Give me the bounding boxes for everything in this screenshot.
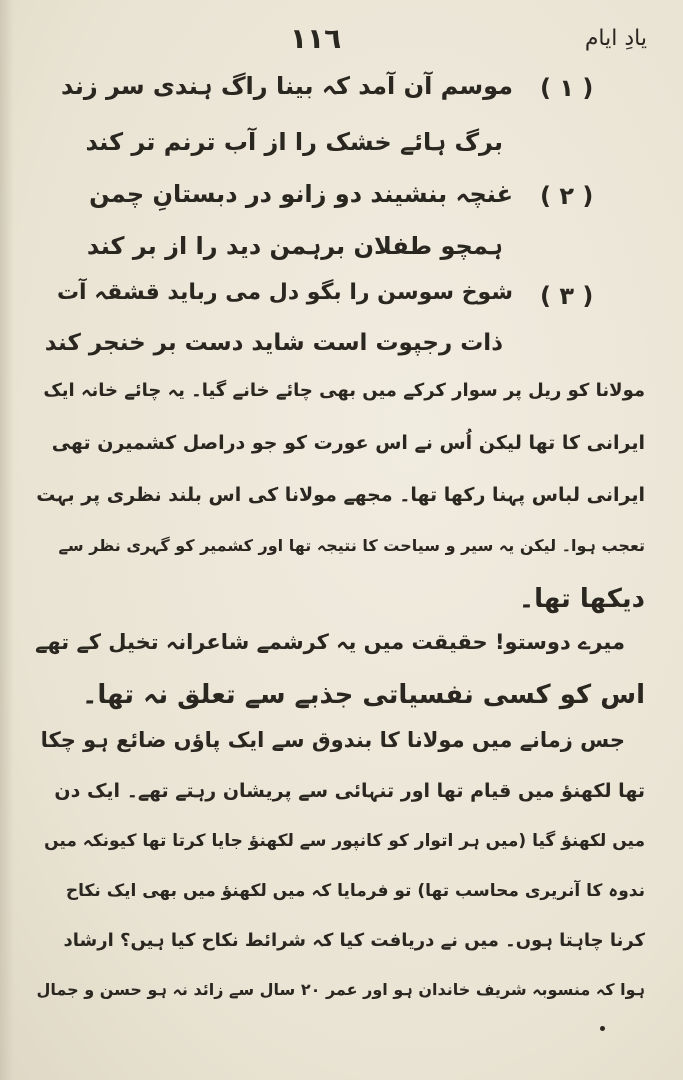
- paragraph-line: ایرانی کا تھا لیکن اُس نے اس عورت کو جو دراصل کشمیرن تھی: [51, 432, 645, 454]
- paragraph-line: جس زمانے میں مولانا کا بندوق سے ایک پاؤں ضائع ہو چکا: [40, 728, 625, 752]
- paragraph-line: تعجب ہوا۔ لیکن یہ سیر و سیاحت کا نتیجہ تھا اور کشمیر کو گہری نظر سے: [58, 536, 645, 555]
- verse-line: ہمچو طفلان برہمن دید را از بر کند: [86, 232, 503, 260]
- paragraph-line: ندوہ کا آنریری محاسب تھا) تو فرمایا کہ میں لکھنؤ میں بھی ایک نکاح: [65, 881, 645, 901]
- paragraph-line: اس کو کسی نفسیاتی جذبے سے تعلق نہ تھا۔: [82, 680, 645, 710]
- verse-line: شوخ سوسن را بگو دل می رباید قشقہ آت: [56, 280, 513, 305]
- paragraph-line: تھا لکھنؤ میں قیام تھا اور تنہائی سے پریشان رہتے تھے۔ ایک دن: [54, 780, 645, 802]
- verse-line: غنچہ بنشیند دو زانو در دبستانِ چمن: [89, 180, 513, 208]
- verse-number: ( ۳ ): [540, 282, 594, 310]
- verse-line: موسم آن آمد کہ بینا راگ ہندی سر زند: [60, 72, 513, 100]
- paragraph-line: ہوا کہ منسوبہ شریف خاندان ہو اور عمر ۲۰ سال سے زائد نہ ہو حسن و جمال: [36, 980, 645, 999]
- paragraph-line: دیکھا تھا۔: [518, 584, 645, 614]
- ink-speck: [600, 1026, 605, 1031]
- page-number: ۱۱٦: [290, 22, 342, 55]
- verse-line: ذات رجپوت است شاید دست بر خنجر کند: [44, 330, 503, 356]
- verse-number: ( ۲ ): [540, 182, 594, 210]
- verse-number: ( ۱ ): [540, 74, 594, 102]
- running-title: یادِ ایام: [584, 26, 647, 51]
- paragraph-line: ایرانی لباس پہنا رکھا تھا۔ مجھے مولانا کی اس بلند نظری پر بہت: [36, 484, 645, 506]
- verse-line: برگ ہائے خشک را از آب ترنم تر کند: [85, 128, 503, 156]
- paragraph-line: میں لکھنؤ گیا (میں ہر اتوار کو کانپور سے لکھنؤ جایا کرتا تھا کیونکہ میں: [44, 831, 645, 851]
- page-gutter-shadow: [0, 0, 14, 1080]
- page-header: [0, 18, 683, 58]
- paragraph-line: میرے دوستو! حقیقت میں یہ کرشمے شاعرانہ تخیل کے تھے: [35, 630, 625, 654]
- paragraph-line: کرنا چاہتا ہوں۔ میں نے دریافت کیا کہ شرائط نکاح کیا ہیں؟ ارشاد: [63, 930, 645, 951]
- paragraph-line: مولانا کو ریل پر سوار کرکے میں بھی چائے خانے گیا۔ یہ چائے خانہ ایک: [43, 380, 645, 401]
